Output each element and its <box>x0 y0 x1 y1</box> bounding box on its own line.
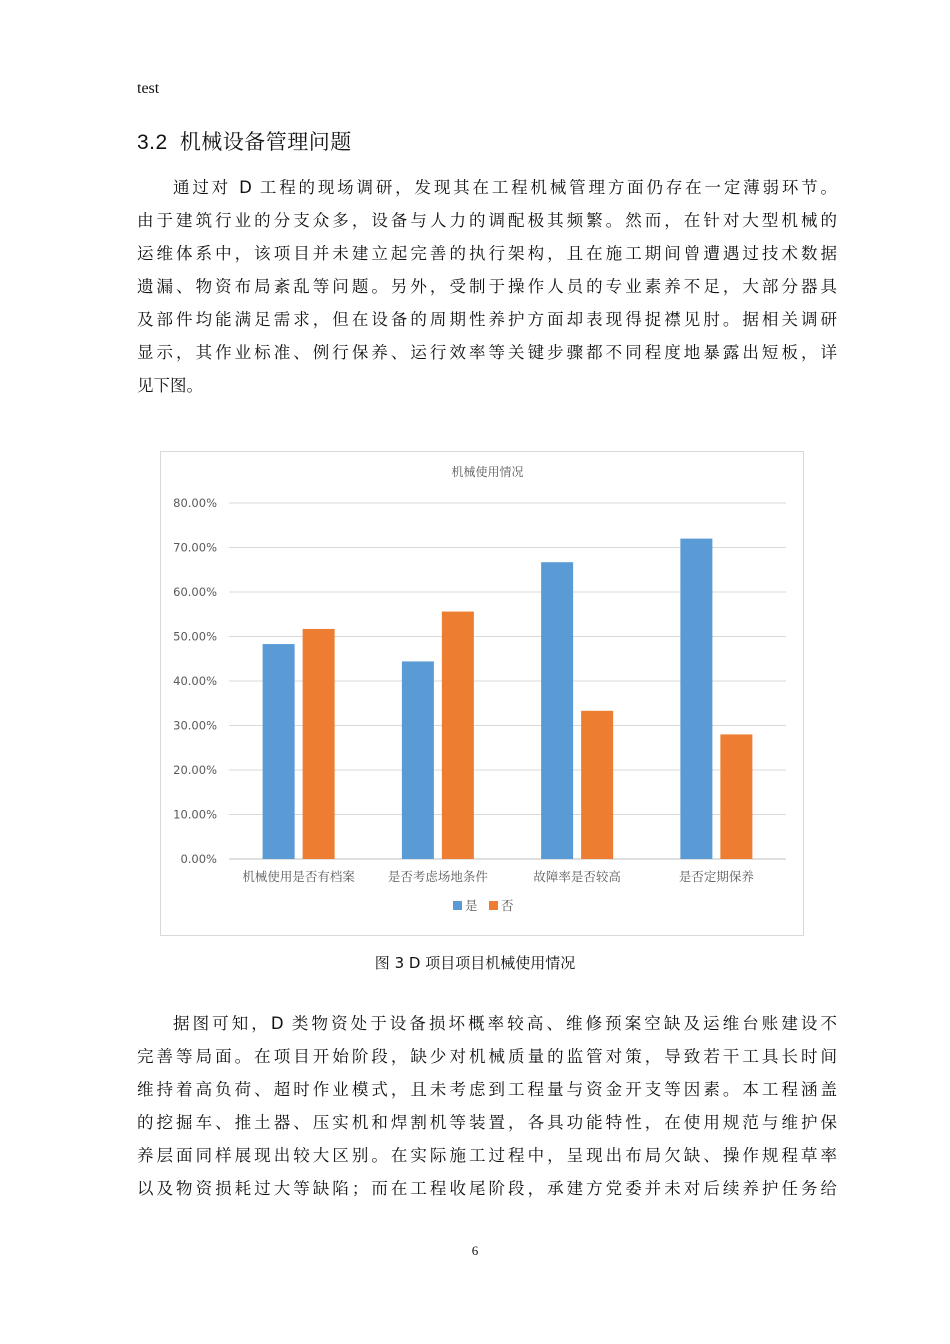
bar-no <box>720 734 752 859</box>
x-tick-label: 机械使用是否有档案 <box>242 869 355 884</box>
bar-no <box>303 629 335 859</box>
paragraph-line: 以及物资损耗过大等缺陷；而在工程收尾阶段，承建方党委并未对后续养护任务给 <box>137 1179 837 1198</box>
legend-label: 否 <box>501 898 514 913</box>
chart-svg <box>161 452 803 935</box>
y-tick-label: 60.00% <box>173 585 217 599</box>
y-tick-label: 30.00% <box>173 718 217 733</box>
paragraph-line: 由于建筑行业的分支众多，设备与人力的调配极其频繁。然而，在针对大型机械的 <box>137 211 837 230</box>
paragraph-line: 养层面同样展现出较大区别。在实际施工过程中，呈现出布局欠缺、操作规程草率 <box>137 1146 837 1165</box>
x-tick-label: 故障率是否较高 <box>533 869 621 884</box>
header-text: test <box>137 80 160 97</box>
paragraph-line: 完善等局面。在项目开始阶段，缺少对机械质量的监管对策，导致若干工具长时间 <box>137 1047 837 1066</box>
bar-no <box>442 612 474 859</box>
paragraph-line: 显示，其作业标准、例行保养、运行效率等关键步骤都不同程度地暴露出短板，详 <box>137 343 837 362</box>
bar-no <box>581 711 613 859</box>
paragraph-line: 的挖掘车、推土器、压实机和焊割机等装置，各具功能特性，在使用规范与维护保 <box>137 1113 837 1132</box>
y-tick-label: 50.00% <box>173 629 217 644</box>
paragraph-1 <box>137 171 837 402</box>
bar-yes <box>541 562 573 859</box>
paragraph-line: 遗漏、物资布局紊乱等问题。另外，受制于操作人员的专业素养不足，大部分器具 <box>137 277 837 296</box>
figure-caption: 图 3 D 项目项目机械使用情况 <box>374 954 576 972</box>
bar-yes <box>680 539 712 859</box>
paragraph-line: 见下图。 <box>137 376 203 395</box>
chart-title: 机械使用情况 <box>451 465 524 479</box>
legend-label: 是 <box>465 898 478 913</box>
section-title: 机械设备管理问题 <box>179 130 352 154</box>
y-tick-label: 40.00% <box>173 674 217 688</box>
paragraph-line: 维持着高负荷、超时作业模式，且未考虑到工程量与资金开支等因素。本工程涵盖 <box>137 1080 837 1099</box>
y-tick-label: 0.00% <box>180 852 217 866</box>
bar-yes <box>263 644 295 859</box>
paragraph-2 <box>137 1007 837 1205</box>
y-tick-label: 10.00% <box>173 807 217 822</box>
page-number: 6 <box>471 1243 479 1258</box>
legend-swatch <box>453 901 462 910</box>
y-tick-label: 70.00% <box>173 540 217 555</box>
y-tick-label: 20.00% <box>173 763 217 777</box>
paragraph-line: 运维体系中，该项目并未建立起完善的执行架构，且在施工期间曾遭遇过技术数据 <box>137 244 837 263</box>
paragraph-line: 通过对 D 工程的现场调研，发现其在工程机械管理方面仍存在一定薄弱环节。 <box>173 178 837 197</box>
bar-yes <box>402 661 434 859</box>
paragraph-line: 及部件均能满足需求，但在设备的周期性养护方面却表现得捉襟见肘。据相关调研 <box>137 310 837 329</box>
section-number: 3.2 <box>137 131 168 154</box>
x-tick-label: 是否考虑场地条件 <box>387 869 488 884</box>
section-heading <box>137 126 352 156</box>
x-tick-label: 是否定期保养 <box>678 869 754 884</box>
y-tick-label: 80.00% <box>173 496 217 510</box>
bar-chart <box>160 451 804 936</box>
paragraph-line: 据图可知，D 类物资处于设备损坏概率较高、维修预案空缺及运维台账建设不 <box>173 1014 837 1033</box>
legend-swatch <box>489 901 498 910</box>
